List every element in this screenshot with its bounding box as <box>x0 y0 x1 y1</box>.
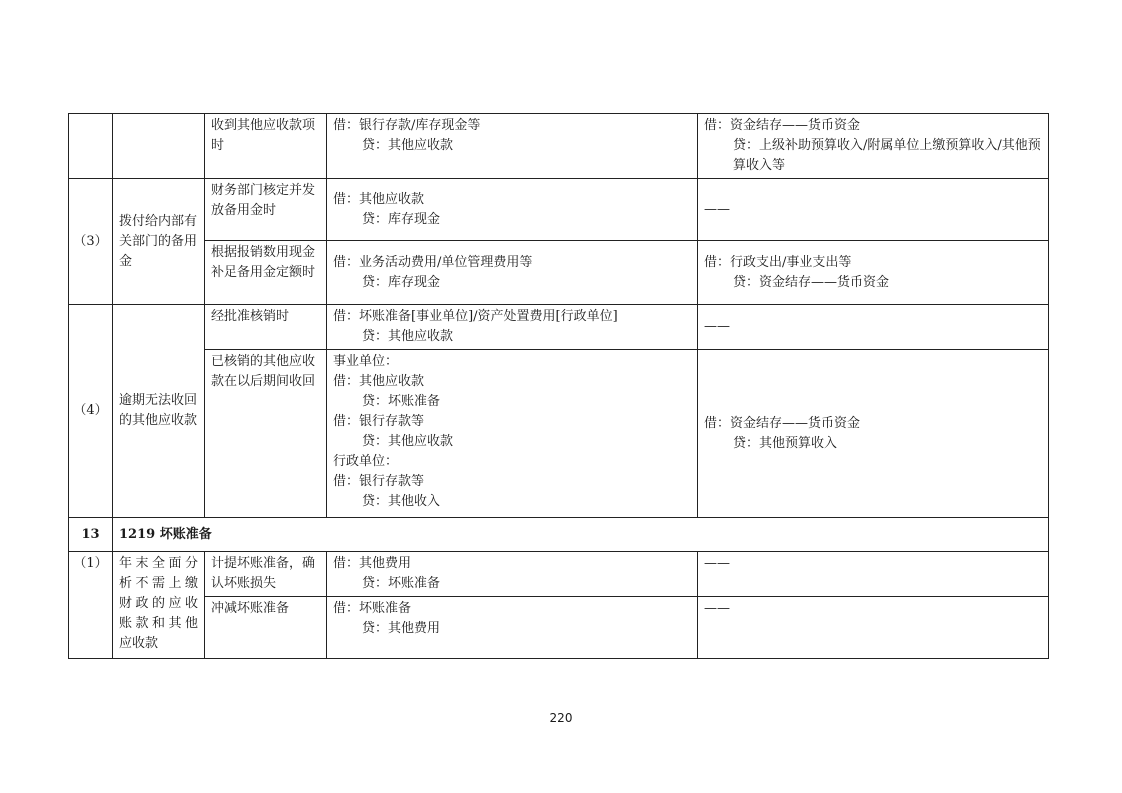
entry-line: 贷：库存现金 <box>362 274 441 290</box>
financial-entry-cell <box>327 114 698 179</box>
entry-line: 贷：上级补助预算收入/附属单位上缴预算收入/其他预算收入等 <box>733 138 1041 173</box>
table-row <box>69 350 1049 518</box>
budget-entry-cell: —— <box>698 552 1049 597</box>
page-number: 220 <box>549 711 573 725</box>
entry-line: 借：银行存款等 <box>333 414 425 429</box>
event-cell: 根据报销数用现金补足备用金定额时 <box>205 241 327 305</box>
table-row <box>69 241 1049 305</box>
table-row <box>69 597 1049 659</box>
financial-entry-cell <box>327 241 698 305</box>
event-cell: 财务部门核定并发放备用金时 <box>205 179 327 241</box>
item-line: 年末全面分 <box>119 556 198 571</box>
event-cell: 经批准核销时 <box>205 305 327 350</box>
budget-entry-cell <box>698 241 1049 305</box>
table-row <box>69 179 1049 241</box>
table-row <box>69 305 1049 350</box>
entry-line: 贷：坏账准备 <box>362 576 441 591</box>
entry-line: 贷：库存现金 <box>362 211 441 227</box>
row-number-cell: （4） <box>69 305 113 518</box>
entry-line: 借：银行存款/库存现金等 <box>333 118 481 133</box>
section-title: 1219 坏账准备 <box>113 518 1049 552</box>
item-cell <box>113 114 205 179</box>
entry-line: 借：资金结存——货币资金 <box>704 118 861 133</box>
entry-line: 借：行政支出/事业支出等 <box>704 254 852 270</box>
entry-line: 贷：其他应收款 <box>362 138 454 153</box>
event-cell: 冲减坏账准备 <box>205 597 327 659</box>
budget-entry-cell: —— <box>698 305 1049 350</box>
item-line: 析不需上缴 <box>119 576 198 591</box>
entry-line: 行政单位： <box>333 454 399 469</box>
entry-line: 借：业务活动费用/单位管理费用等 <box>333 254 533 270</box>
entry-line: 贷：其他收入 <box>362 494 441 509</box>
entry-line: 借：其他应收款 <box>333 191 425 207</box>
entry-line: 贷：资金结存——货币资金 <box>733 274 890 290</box>
row-number-cell: （3） <box>69 179 113 305</box>
item-cell: 拨付给内部有关部门的备用金 <box>113 179 205 305</box>
table-row <box>69 552 1049 597</box>
section-number: 13 <box>69 518 113 552</box>
budget-entry-cell <box>698 114 1049 179</box>
budget-entry-cell: —— <box>698 179 1049 241</box>
entry-line: 贷：其他应收款 <box>362 329 454 344</box>
entry-line: 事业单位： <box>333 354 399 369</box>
entry-line: 贷：其他应收款 <box>362 434 454 449</box>
entry-line: 借：资金结存——货币资金 <box>704 415 861 431</box>
row-number-cell: （1） <box>69 552 113 659</box>
budget-entry-cell <box>698 350 1049 518</box>
item-cell: 逾期无法收回的其他应收款 <box>113 305 205 518</box>
financial-entry-cell <box>327 350 698 518</box>
event-cell: 已核销的其他应收款在以后期间收回 <box>205 350 327 518</box>
section-row <box>69 518 1049 552</box>
table-row <box>69 114 1049 179</box>
item-line: 财政的应收 <box>119 596 198 611</box>
financial-entry-cell <box>327 305 698 350</box>
event-cell: 计提坏账准备，确认坏账损失 <box>205 552 327 597</box>
row-number-cell <box>69 114 113 179</box>
budget-entry-cell: —— <box>698 597 1049 659</box>
event-cell: 收到其他应收款项时 <box>205 114 327 179</box>
item-line: 应收款 <box>119 636 159 651</box>
financial-entry-cell <box>327 552 698 597</box>
entry-line: 贷：其他费用 <box>362 621 441 636</box>
financial-entry-cell <box>327 179 698 241</box>
entry-line: 贷：其他预算收入 <box>733 435 838 451</box>
entry-line: 借：其他费用 <box>333 556 412 571</box>
financial-entry-cell <box>327 597 698 659</box>
item-line: 账款和其他 <box>119 616 198 631</box>
entry-line: 借：其他应收款 <box>333 374 425 389</box>
entry-line: 贷：坏账准备 <box>362 394 441 409</box>
entry-line: 借：坏账准备 <box>333 601 412 616</box>
entry-line: 借：坏账准备[事业单位]/资产处置费用[行政单位] <box>333 309 618 324</box>
entry-line: 借：银行存款等 <box>333 474 425 489</box>
accounting-table <box>68 113 1049 659</box>
item-cell <box>113 552 205 659</box>
